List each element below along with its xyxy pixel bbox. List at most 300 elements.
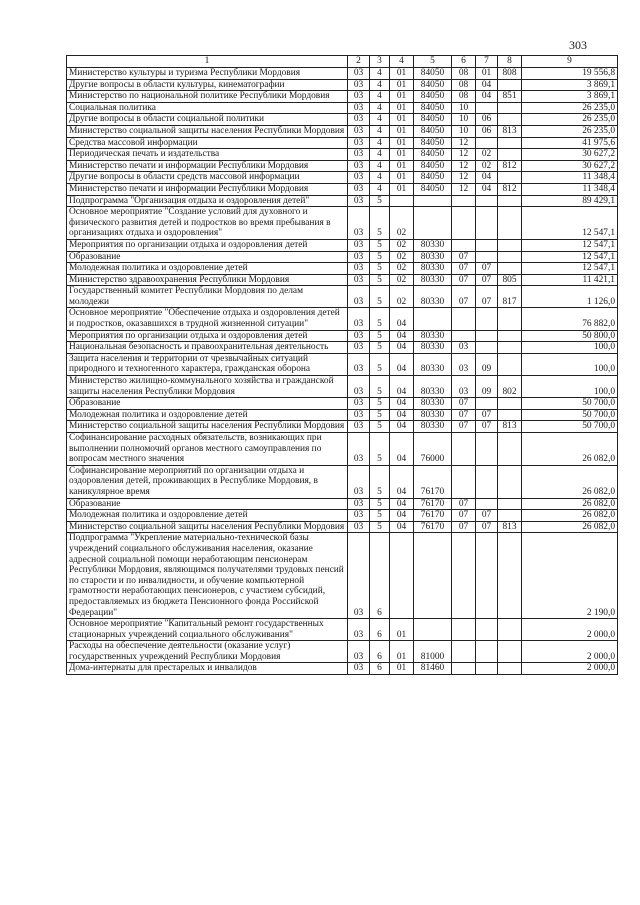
code-sub: 04 — [390, 342, 414, 354]
code-ved: 03 — [348, 149, 370, 161]
code-target: 84050 — [414, 160, 452, 172]
code-ved: 03 — [348, 376, 370, 398]
code-admin — [498, 207, 522, 240]
code-target: 84050 — [414, 149, 452, 161]
code-target: 81000 — [414, 641, 452, 663]
code-target — [414, 195, 452, 207]
code-sub — [390, 533, 414, 619]
code-target: 80330 — [414, 409, 452, 421]
row-name: Министерство печати и информации Республики Мордовия — [67, 160, 348, 172]
table-row — [67, 521, 618, 533]
code-ved: 03 — [348, 465, 370, 498]
code-sub: 04 — [390, 409, 414, 421]
code-admin — [498, 114, 522, 126]
table-row — [67, 465, 618, 498]
column-header: 6 — [452, 56, 476, 68]
row-sum: 26 082,0 — [522, 498, 618, 510]
table-row — [67, 149, 618, 161]
table-row — [67, 114, 618, 126]
code-section — [452, 663, 476, 675]
code-prog: 5 — [370, 498, 390, 510]
code-sub: 04 — [390, 398, 414, 410]
code-sub: 02 — [390, 251, 414, 263]
code-ved: 03 — [348, 421, 370, 433]
code-target: 80330 — [414, 274, 452, 286]
code-prog: 5 — [370, 398, 390, 410]
code-subsection — [476, 195, 498, 207]
code-admin — [498, 533, 522, 619]
code-section: 07 — [452, 409, 476, 421]
code-ved: 03 — [348, 125, 370, 137]
row-name: Защита населения и территории от чрезвычайных ситуаций природного и техногенного характера, гражданская оборона — [67, 353, 348, 375]
row-sum: 26 235,0 — [522, 102, 618, 114]
column-header: 4 — [390, 56, 414, 68]
code-target: 81460 — [414, 663, 452, 675]
code-admin — [498, 251, 522, 263]
code-sub: 02 — [390, 263, 414, 275]
row-sum: 12 547,1 — [522, 251, 618, 263]
code-subsection: 09 — [476, 353, 498, 375]
code-ved: 03 — [348, 91, 370, 103]
row-sum: 11 348,4 — [522, 183, 618, 195]
code-subsection — [476, 207, 498, 240]
table-row — [67, 68, 618, 80]
code-ved: 03 — [348, 510, 370, 522]
code-section — [452, 465, 476, 498]
code-target — [414, 207, 452, 240]
code-prog: 4 — [370, 160, 390, 172]
code-admin — [498, 102, 522, 114]
code-ved: 03 — [348, 308, 370, 330]
code-sub: 01 — [390, 619, 414, 641]
code-ved: 03 — [348, 342, 370, 354]
code-target: 76170 — [414, 465, 452, 498]
code-section: 08 — [452, 68, 476, 80]
row-sum: 26 082,0 — [522, 433, 618, 466]
code-sub: 04 — [390, 465, 414, 498]
code-section: 10 — [452, 114, 476, 126]
code-admin: 802 — [498, 376, 522, 398]
table-row — [67, 398, 618, 410]
table-row — [67, 263, 618, 275]
code-target: 80330 — [414, 353, 452, 375]
table-row — [67, 137, 618, 149]
code-subsection: 04 — [476, 79, 498, 91]
code-prog: 4 — [370, 183, 390, 195]
code-ved: 03 — [348, 172, 370, 184]
code-admin — [498, 498, 522, 510]
code-admin: 813 — [498, 521, 522, 533]
code-prog: 5 — [370, 308, 390, 330]
code-ved: 03 — [348, 398, 370, 410]
code-target: 80330 — [414, 239, 452, 251]
row-sum: 50 800,0 — [522, 330, 618, 342]
row-name: Министерство жилищно-коммунального хозяйства и гражданской защиты населения Республики Мордовия — [67, 376, 348, 398]
code-ved: 03 — [348, 663, 370, 675]
code-prog: 5 — [370, 421, 390, 433]
budget-table — [66, 55, 618, 675]
code-section: 07 — [452, 251, 476, 263]
row-sum: 12 547,1 — [522, 239, 618, 251]
row-name: Образование — [67, 251, 348, 263]
table-row — [67, 79, 618, 91]
code-prog: 5 — [370, 409, 390, 421]
code-ved: 03 — [348, 160, 370, 172]
code-ved: 03 — [348, 619, 370, 641]
code-ved: 03 — [348, 521, 370, 533]
table-row — [67, 641, 618, 663]
header-row — [67, 56, 618, 68]
code-subsection: 06 — [476, 125, 498, 137]
code-section — [452, 330, 476, 342]
code-target — [414, 308, 452, 330]
row-name: Министерство социальной защиты населения Республики Мордовия — [67, 125, 348, 137]
code-admin: 805 — [498, 274, 522, 286]
row-sum: 76 882,0 — [522, 308, 618, 330]
row-sum: 30 627,2 — [522, 160, 618, 172]
code-ved: 03 — [348, 239, 370, 251]
table-row — [67, 533, 618, 619]
row-sum: 12 547,1 — [522, 263, 618, 275]
row-sum: 3 869,1 — [522, 79, 618, 91]
code-admin: 851 — [498, 91, 522, 103]
code-sub: 02 — [390, 239, 414, 251]
code-target: 80330 — [414, 398, 452, 410]
code-subsection: 09 — [476, 376, 498, 398]
table-row — [67, 308, 618, 330]
row-sum: 89 429,1 — [522, 195, 618, 207]
code-target: 80330 — [414, 251, 452, 263]
row-sum: 41 975,6 — [522, 137, 618, 149]
code-section: 08 — [452, 79, 476, 91]
code-ved: 03 — [348, 433, 370, 466]
code-prog: 5 — [370, 195, 390, 207]
table-row — [67, 330, 618, 342]
code-sub: 02 — [390, 274, 414, 286]
row-sum: 12 547,1 — [522, 207, 618, 240]
code-admin: 812 — [498, 183, 522, 195]
code-admin — [498, 641, 522, 663]
table-row — [67, 91, 618, 103]
code-ved: 03 — [348, 195, 370, 207]
row-name: Молодежная политика и оздоровление детей — [67, 409, 348, 421]
code-prog: 5 — [370, 251, 390, 263]
row-name: Дома-интернаты для престарелых и инвалидов — [67, 663, 348, 675]
table-row — [67, 498, 618, 510]
table-row — [67, 376, 618, 398]
code-ved: 03 — [348, 286, 370, 308]
code-sub: 01 — [390, 79, 414, 91]
code-section: 03 — [452, 353, 476, 375]
code-target: 76170 — [414, 510, 452, 522]
code-section — [452, 641, 476, 663]
code-admin — [498, 398, 522, 410]
code-subsection: 07 — [476, 409, 498, 421]
row-sum: 2 000,0 — [522, 619, 618, 641]
code-admin — [498, 510, 522, 522]
code-prog: 4 — [370, 79, 390, 91]
code-target: 80330 — [414, 376, 452, 398]
code-prog: 5 — [370, 263, 390, 275]
code-ved: 03 — [348, 330, 370, 342]
code-subsection — [476, 619, 498, 641]
code-subsection — [476, 102, 498, 114]
code-admin: 812 — [498, 160, 522, 172]
code-sub: 04 — [390, 330, 414, 342]
code-admin — [498, 663, 522, 675]
row-name: Национальная безопасность и правоохранительная деятельность — [67, 342, 348, 354]
code-target: 84050 — [414, 172, 452, 184]
code-section: 12 — [452, 160, 476, 172]
row-sum: 19 556,8 — [522, 68, 618, 80]
code-section — [452, 433, 476, 466]
code-section: 07 — [452, 521, 476, 533]
code-admin: 813 — [498, 125, 522, 137]
column-header: 5 — [414, 56, 452, 68]
code-admin — [498, 342, 522, 354]
code-admin: 813 — [498, 421, 522, 433]
table-row — [67, 172, 618, 184]
code-subsection — [476, 533, 498, 619]
row-name: Министерство по национальной политике Республики Мордовия — [67, 91, 348, 103]
row-name: Министерство здравоохранения Республики Мордовия — [67, 274, 348, 286]
code-prog: 5 — [370, 465, 390, 498]
code-prog: 6 — [370, 533, 390, 619]
code-target: 84050 — [414, 137, 452, 149]
code-subsection — [476, 398, 498, 410]
code-subsection: 04 — [476, 183, 498, 195]
code-sub: 01 — [390, 641, 414, 663]
code-admin — [498, 619, 522, 641]
code-subsection: 06 — [476, 114, 498, 126]
table-row — [67, 663, 618, 675]
row-sum: 11 421,1 — [522, 274, 618, 286]
code-subsection — [476, 330, 498, 342]
code-sub: 01 — [390, 68, 414, 80]
code-prog: 4 — [370, 102, 390, 114]
code-admin — [498, 465, 522, 498]
column-header: 8 — [498, 56, 522, 68]
code-sub: 01 — [390, 172, 414, 184]
code-sub: 04 — [390, 510, 414, 522]
row-name: Министерство социальной защиты населения Республики Мордовия — [67, 421, 348, 433]
row-sum: 11 348,4 — [522, 172, 618, 184]
table-row — [67, 239, 618, 251]
code-target: 80330 — [414, 421, 452, 433]
code-prog: 4 — [370, 114, 390, 126]
row-name: Основное мероприятие "Создание условий для духовного и физического развития детей и подростков во время пребывания в организациях отдыха и оздоровления" — [67, 207, 348, 240]
code-target — [414, 619, 452, 641]
code-prog: 6 — [370, 619, 390, 641]
code-ved: 03 — [348, 409, 370, 421]
table-row — [67, 433, 618, 466]
code-section: 12 — [452, 149, 476, 161]
table-row — [67, 421, 618, 433]
row-sum: 100,0 — [522, 342, 618, 354]
code-prog: 5 — [370, 376, 390, 398]
code-section: 10 — [452, 102, 476, 114]
row-sum: 2 000,0 — [522, 641, 618, 663]
code-admin — [498, 137, 522, 149]
table-row — [67, 342, 618, 354]
table-row — [67, 160, 618, 172]
row-name: Подпрограмма "Организация отдыха и оздоровления детей" — [67, 195, 348, 207]
code-ved: 03 — [348, 353, 370, 375]
code-section — [452, 533, 476, 619]
code-target: 84050 — [414, 125, 452, 137]
table-row — [67, 286, 618, 308]
code-prog: 6 — [370, 663, 390, 675]
code-prog: 5 — [370, 342, 390, 354]
code-ved: 03 — [348, 251, 370, 263]
code-subsection: 04 — [476, 91, 498, 103]
code-section: 12 — [452, 172, 476, 184]
row-sum: 26 235,0 — [522, 114, 618, 126]
code-ved: 03 — [348, 274, 370, 286]
code-ved: 03 — [348, 183, 370, 195]
code-subsection — [476, 251, 498, 263]
code-sub — [390, 195, 414, 207]
code-subsection: 07 — [476, 263, 498, 275]
row-name: Молодежная политика и оздоровление детей — [67, 510, 348, 522]
row-name: Основное мероприятие "Обеспечение отдыха и оздоровления детей и подростков, оказавшихся в трудной жизненной ситуации" — [67, 308, 348, 330]
code-section — [452, 239, 476, 251]
code-sub: 01 — [390, 114, 414, 126]
code-section: 10 — [452, 125, 476, 137]
code-target: 84050 — [414, 91, 452, 103]
row-name: Мероприятия по организации отдыха и оздоровления детей — [67, 239, 348, 251]
code-admin — [498, 409, 522, 421]
table-row — [67, 102, 618, 114]
code-prog: 4 — [370, 172, 390, 184]
row-name: Министерство социальной защиты населения Республики Мордовия — [67, 521, 348, 533]
code-admin — [498, 353, 522, 375]
code-target: 80330 — [414, 330, 452, 342]
code-ved: 03 — [348, 263, 370, 275]
code-sub: 01 — [390, 91, 414, 103]
code-target: 84050 — [414, 102, 452, 114]
code-target: 84050 — [414, 183, 452, 195]
code-sub: 01 — [390, 125, 414, 137]
code-prog: 5 — [370, 274, 390, 286]
code-subsection — [476, 465, 498, 498]
code-section: 12 — [452, 137, 476, 149]
code-subsection: 07 — [476, 421, 498, 433]
code-section — [452, 195, 476, 207]
row-sum: 100,0 — [522, 353, 618, 375]
row-name: Социальная политика — [67, 102, 348, 114]
code-prog: 5 — [370, 330, 390, 342]
code-target: 84050 — [414, 114, 452, 126]
column-header: 2 — [348, 56, 370, 68]
code-section: 07 — [452, 498, 476, 510]
code-ved: 03 — [348, 137, 370, 149]
row-name: Основное мероприятие "Капитальный ремонт государственных стационарных учреждений социального обслуживания" — [67, 619, 348, 641]
row-name: Министерство печати и информации Республики Мордовия — [67, 183, 348, 195]
code-admin — [498, 308, 522, 330]
row-name: Другие вопросы в области социальной политики — [67, 114, 348, 126]
table-row — [67, 510, 618, 522]
code-sub: 04 — [390, 308, 414, 330]
row-sum: 26 235,0 — [522, 125, 618, 137]
code-target: 76170 — [414, 498, 452, 510]
row-sum: 26 082,0 — [522, 465, 618, 498]
code-section: 12 — [452, 183, 476, 195]
table-row — [67, 274, 618, 286]
code-target — [414, 533, 452, 619]
code-sub: 01 — [390, 149, 414, 161]
code-section: 07 — [452, 263, 476, 275]
code-ved: 03 — [348, 207, 370, 240]
table-row — [67, 619, 618, 641]
table-row — [67, 409, 618, 421]
code-prog: 5 — [370, 207, 390, 240]
column-header: 1 — [67, 56, 348, 68]
code-sub: 04 — [390, 521, 414, 533]
code-prog: 4 — [370, 125, 390, 137]
code-sub: 04 — [390, 376, 414, 398]
code-admin — [498, 79, 522, 91]
code-section — [452, 619, 476, 641]
code-ved: 03 — [348, 498, 370, 510]
code-admin — [498, 172, 522, 184]
code-section: 03 — [452, 376, 476, 398]
code-ved: 03 — [348, 533, 370, 619]
row-name: Другие вопросы в области культуры, кинематографии — [67, 79, 348, 91]
code-prog: 4 — [370, 68, 390, 80]
row-name: Средства массовой информации — [67, 137, 348, 149]
code-prog: 6 — [370, 641, 390, 663]
code-section: 07 — [452, 421, 476, 433]
code-sub: 01 — [390, 160, 414, 172]
row-name: Молодежная политика и оздоровление детей — [67, 263, 348, 275]
code-prog: 5 — [370, 433, 390, 466]
column-header: 3 — [370, 56, 390, 68]
row-sum: 2 000,0 — [522, 663, 618, 675]
code-section — [452, 308, 476, 330]
code-subsection — [476, 137, 498, 149]
row-name: Другие вопросы в области средств массовой информации — [67, 172, 348, 184]
code-subsection: 07 — [476, 521, 498, 533]
row-sum: 30 627,2 — [522, 149, 618, 161]
code-subsection: 02 — [476, 149, 498, 161]
code-target: 76000 — [414, 433, 452, 466]
table-body — [67, 68, 618, 675]
page-number: 303 — [569, 38, 587, 52]
code-sub: 02 — [390, 286, 414, 308]
code-subsection: 07 — [476, 286, 498, 308]
row-name: Софинансирование расходных обязательств, возникающих при выполнении полномочий органов местного самоуправления по вопросам местного значения — [67, 433, 348, 466]
code-section: 07 — [452, 274, 476, 286]
table-row — [67, 353, 618, 375]
row-name: Министерство культуры и туризма Республики Мордовия — [67, 68, 348, 80]
code-target: 80330 — [414, 263, 452, 275]
code-section — [452, 207, 476, 240]
code-sub: 01 — [390, 102, 414, 114]
row-name: Государственный комитет Республики Мордовия по делам молодежи — [67, 286, 348, 308]
code-prog: 5 — [370, 353, 390, 375]
code-admin — [498, 149, 522, 161]
code-ved: 03 — [348, 102, 370, 114]
row-sum: 1 126,0 — [522, 286, 618, 308]
code-ved: 03 — [348, 641, 370, 663]
code-target: 76170 — [414, 521, 452, 533]
row-sum: 50 700,0 — [522, 398, 618, 410]
code-target: 84050 — [414, 68, 452, 80]
code-ved: 03 — [348, 68, 370, 80]
row-name: Образование — [67, 398, 348, 410]
code-subsection — [476, 498, 498, 510]
